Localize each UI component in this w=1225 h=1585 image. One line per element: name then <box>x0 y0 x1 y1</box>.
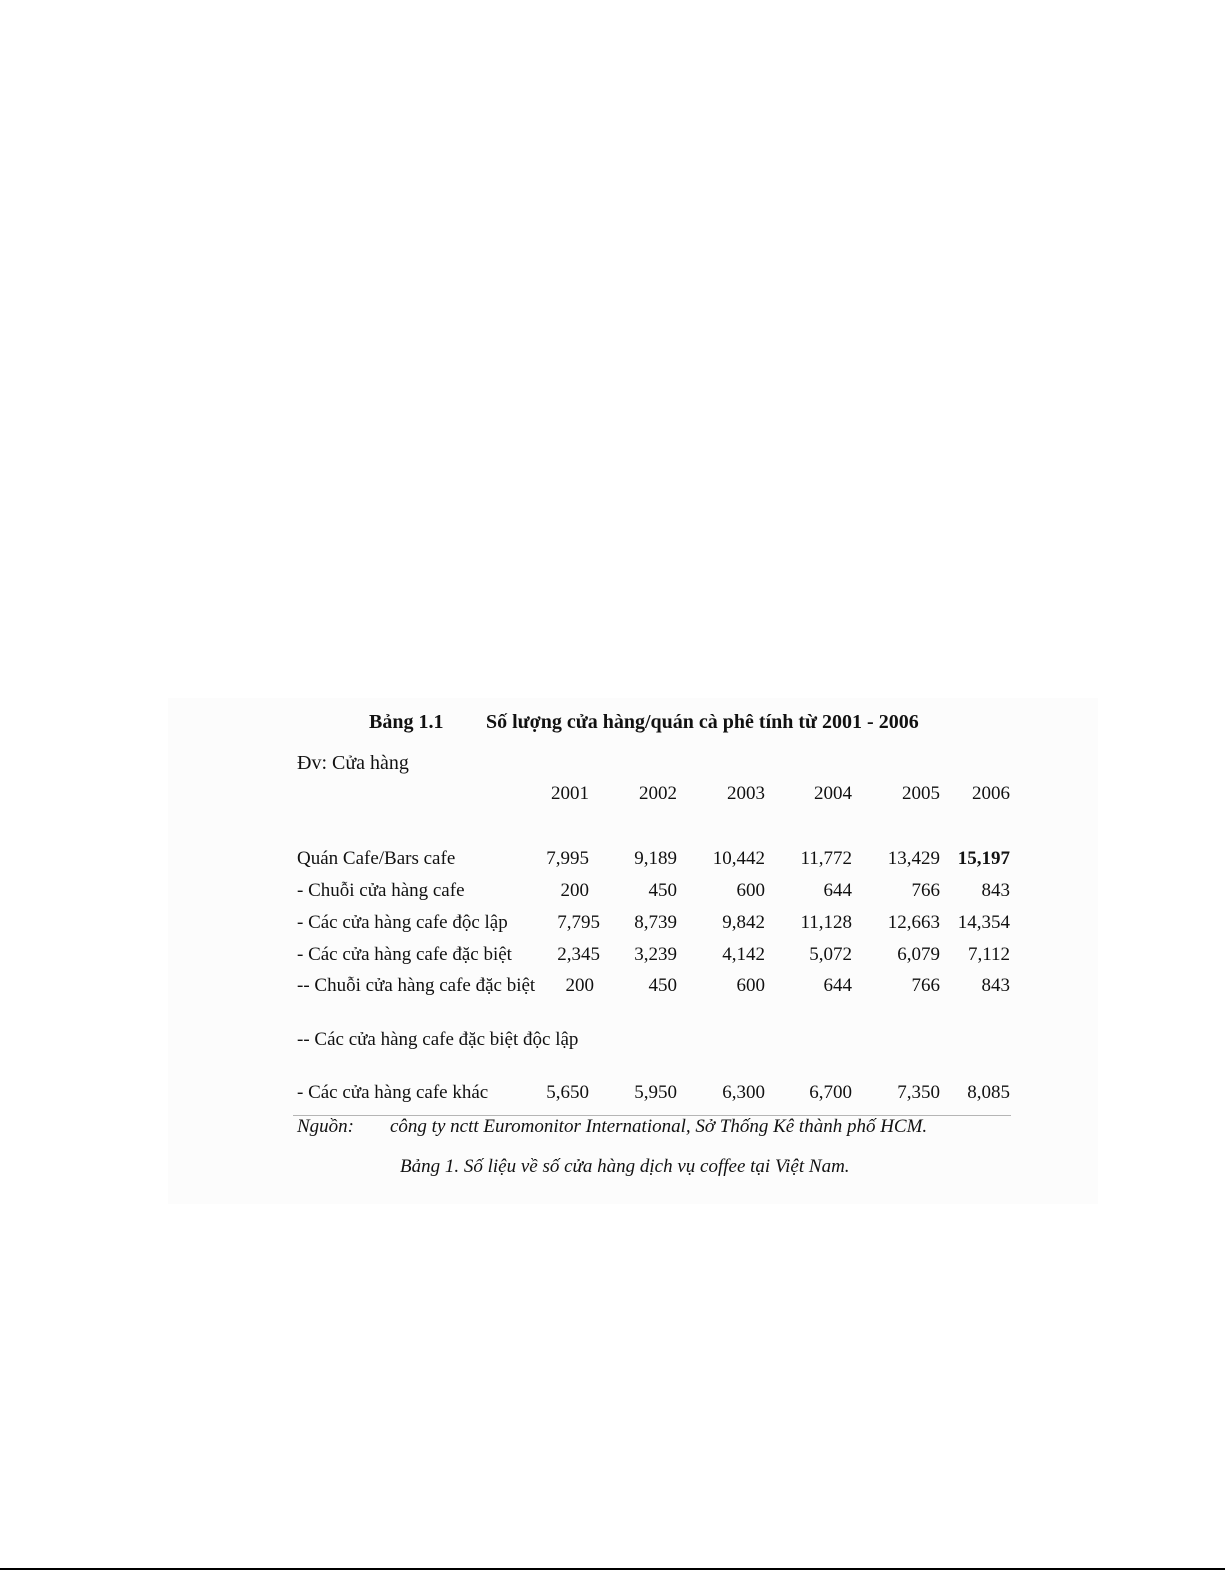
table-cell: 7,995 <box>546 848 589 869</box>
table-cell: 450 <box>648 975 677 996</box>
table-cell: 5,072 <box>809 944 852 965</box>
table-cell: 6,079 <box>897 944 940 965</box>
table-cell: 7,112 <box>967 944 1010 965</box>
row-label: -- Chuỗi cửa hàng cafe đặc biệt <box>297 975 536 996</box>
year-header: 2006 <box>972 783 1010 804</box>
table-cell: 15,197 <box>957 848 1010 869</box>
table-cell: 4,142 <box>722 944 765 965</box>
table-cell: 450 <box>648 880 677 901</box>
row-label: - Các cửa hàng cafe đặc biệt <box>297 944 512 965</box>
page-bottom-border <box>0 1568 1225 1570</box>
table-cell: 14,354 <box>957 912 1010 933</box>
table-number: Bảng 1.1 <box>369 711 444 733</box>
table-cell: 2,345 <box>557 944 600 965</box>
table-cell: 11,128 <box>800 912 852 933</box>
table-cell: 7,350 <box>897 1082 940 1103</box>
table-cell: 13,429 <box>887 848 940 869</box>
row-label: -- Các cửa hàng cafe đặc biệt độc lập <box>297 1029 579 1050</box>
table-cell: 200 <box>560 880 589 901</box>
table-row <box>0 912 1225 938</box>
table-cell: 10,442 <box>712 848 765 869</box>
table-cell: 200 <box>565 975 594 996</box>
row-label: - Các cửa hàng cafe khác <box>297 1082 489 1103</box>
table-row <box>0 1029 1225 1055</box>
table-title-text: Số lượng cửa hàng/quán cà phê tính từ 2001 - 2006 <box>486 711 919 733</box>
table-row <box>0 848 1225 874</box>
table-cell: 766 <box>911 880 940 901</box>
row-label: - Chuỗi cửa hàng cafe <box>297 880 465 901</box>
table-cell: 3,239 <box>634 944 677 965</box>
year-header: 2005 <box>902 783 940 804</box>
table-cell: 8,085 <box>967 1082 1010 1103</box>
table-cell: 5,950 <box>634 1082 677 1103</box>
table-cell: 9,189 <box>634 848 677 869</box>
table-row <box>0 975 1225 1001</box>
year-header: 2001 <box>551 783 589 804</box>
table-cell: 5,650 <box>546 1082 589 1103</box>
table-cell: 600 <box>736 975 765 996</box>
table-cell: 766 <box>911 975 940 996</box>
table-cell: 11,772 <box>800 848 852 869</box>
table-row <box>0 944 1225 970</box>
table-cell: 843 <box>981 975 1010 996</box>
table-cell: 600 <box>736 880 765 901</box>
table-cell: 6,300 <box>722 1082 765 1103</box>
table-cell: 12,663 <box>887 912 940 933</box>
unit-label: Đv: Cửa hàng <box>297 752 409 774</box>
table-caption: Bảng 1. Số liệu về số cửa hàng dịch vụ coffee tại Việt Nam. <box>400 1156 850 1177</box>
source-label: Nguồn: <box>297 1116 354 1137</box>
table-cell: 644 <box>823 880 852 901</box>
year-header: 2003 <box>727 783 765 804</box>
table-cell: 8,739 <box>634 912 677 933</box>
year-header: 2004 <box>814 783 852 804</box>
table-cell: 6,700 <box>809 1082 852 1103</box>
row-label: Quán Cafe/Bars cafe <box>297 848 456 869</box>
year-header-row <box>0 783 1225 809</box>
source-text: công ty nctt Euromonitor International, Sở Thống Kê thành phố HCM. <box>390 1116 928 1137</box>
year-header: 2002 <box>639 783 677 804</box>
table-cell: 644 <box>823 975 852 996</box>
table-row <box>0 880 1225 906</box>
table-cell: 843 <box>981 880 1010 901</box>
table-cell: 7,795 <box>557 912 600 933</box>
table-row <box>0 1082 1225 1108</box>
table-cell: 9,842 <box>722 912 765 933</box>
row-label: - Các cửa hàng cafe độc lập <box>297 912 508 933</box>
